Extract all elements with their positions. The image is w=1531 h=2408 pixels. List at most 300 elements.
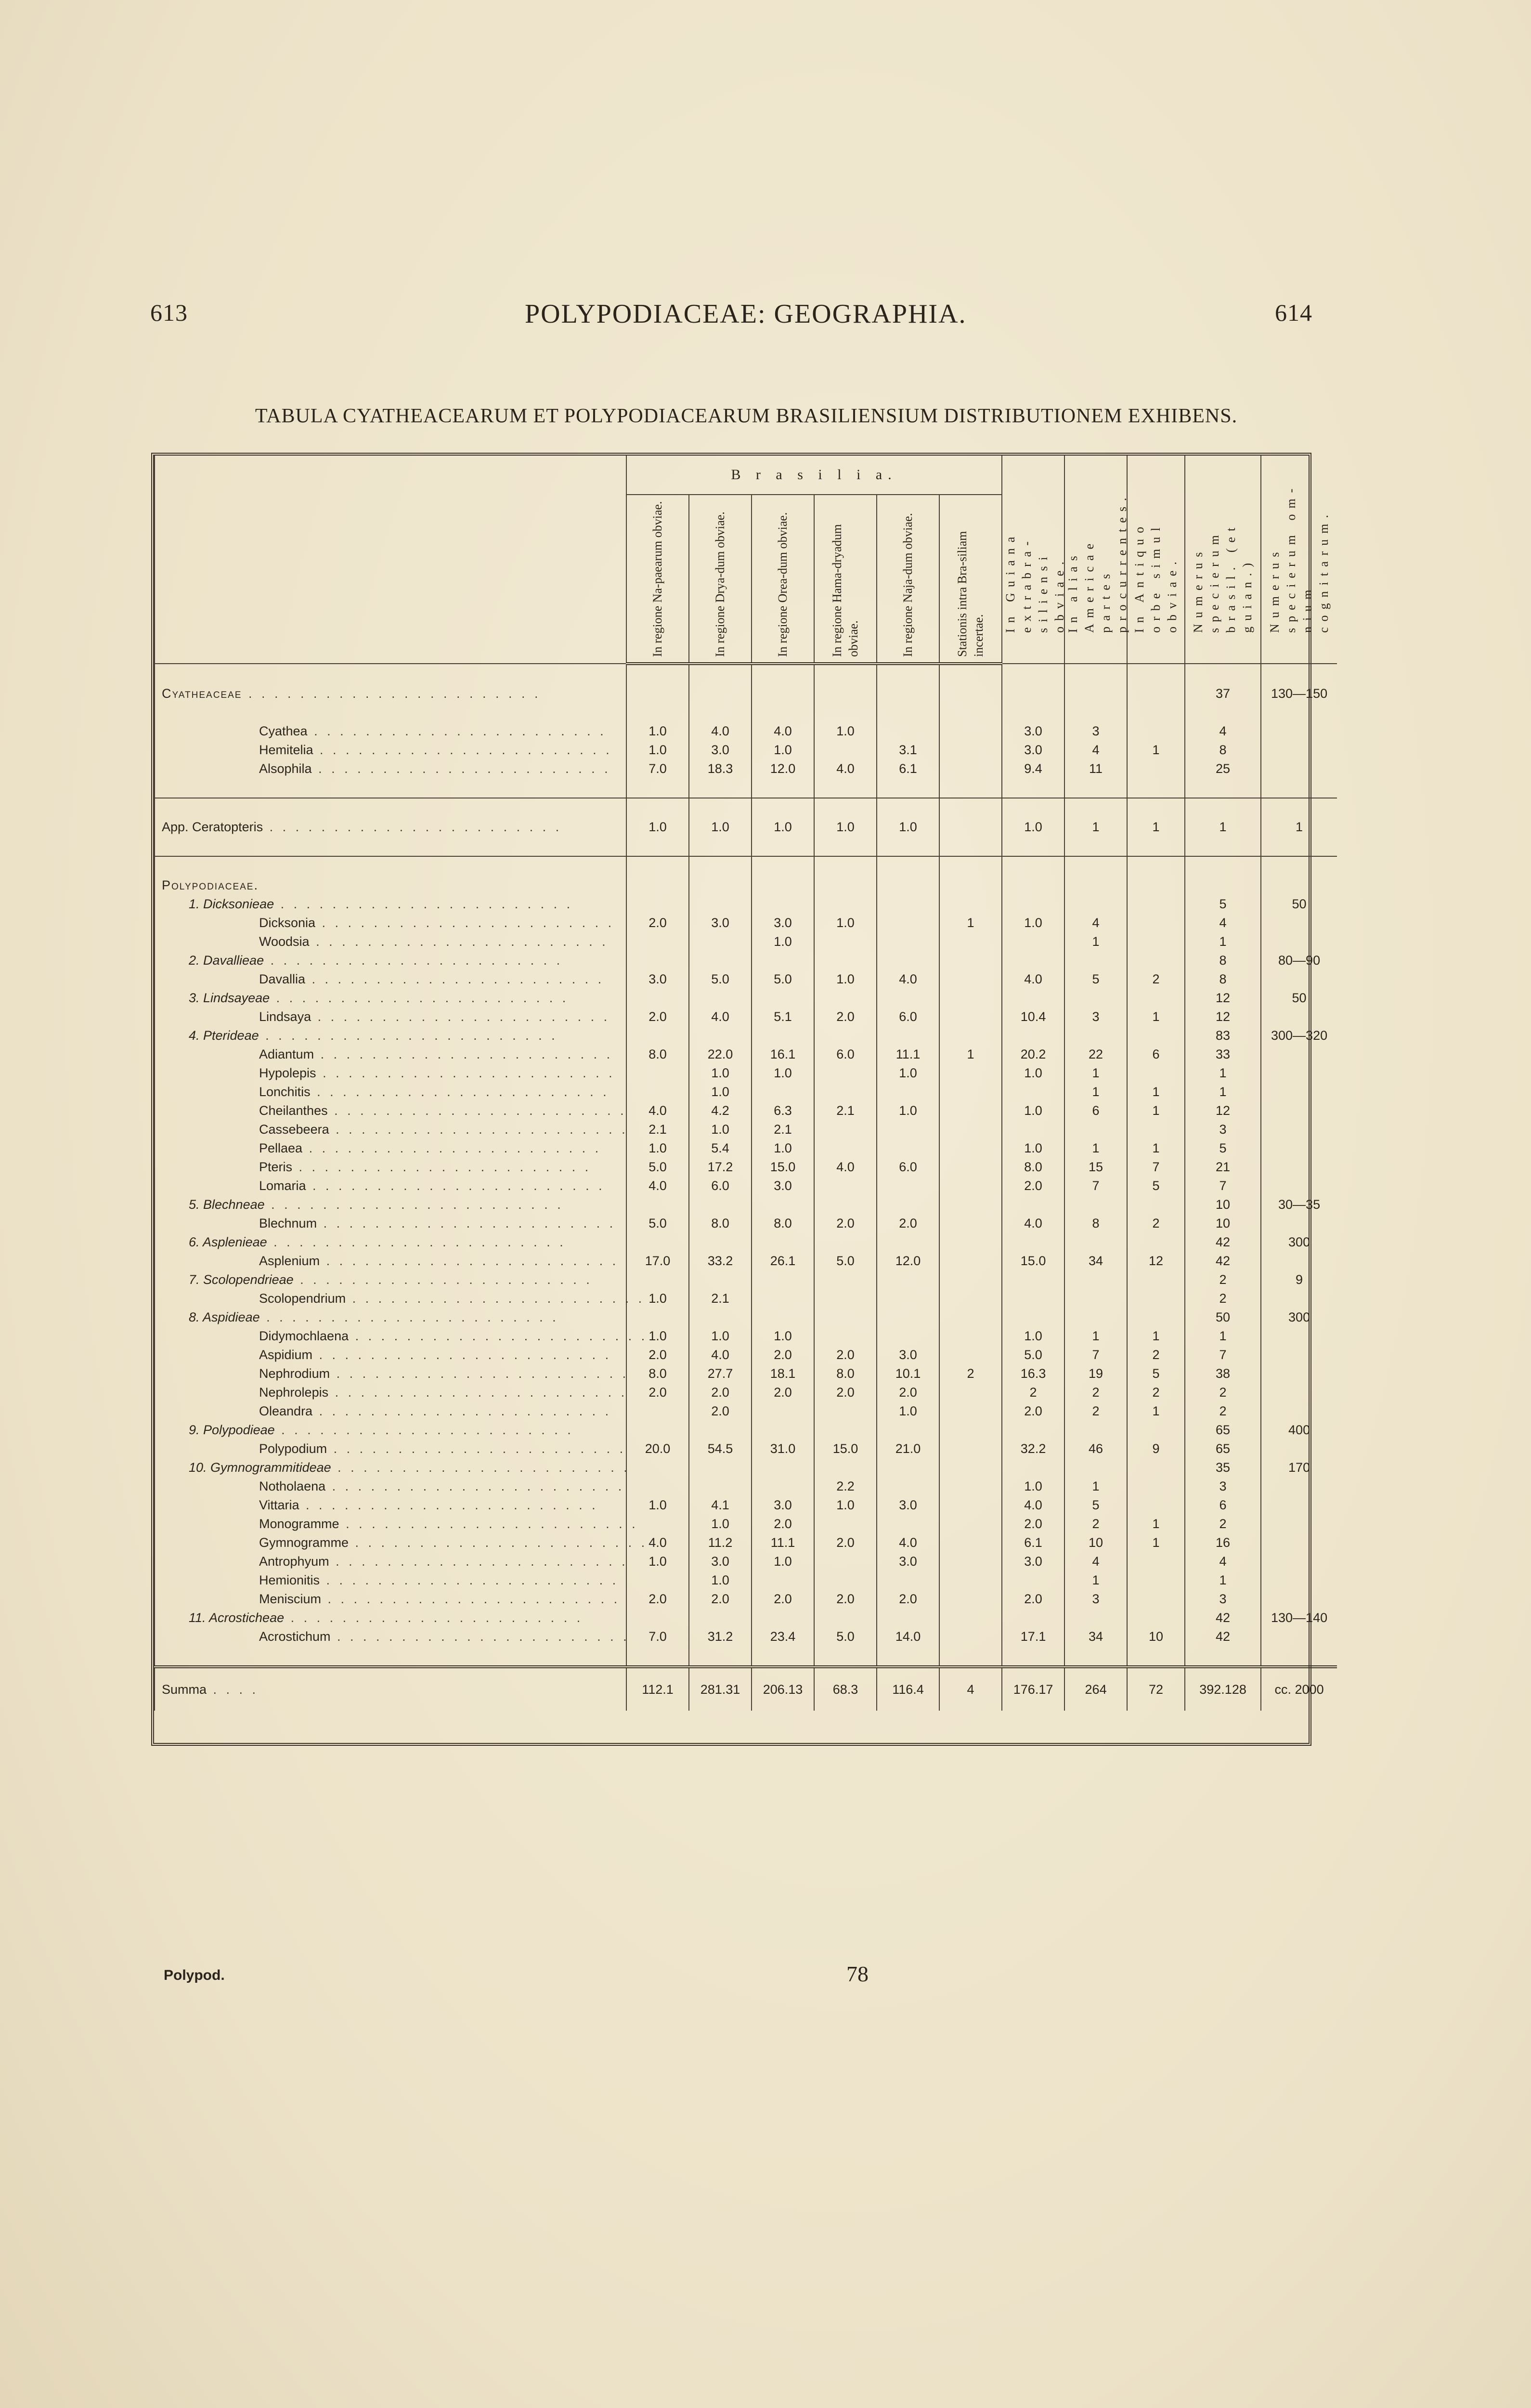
value-cell [1127, 895, 1185, 914]
row-label: 9. Polypodieae [189, 1423, 275, 1437]
table-row [155, 1083, 1337, 1101]
value-cell [1261, 1383, 1337, 1402]
spacer-cell [626, 664, 689, 684]
value-cell [1002, 1458, 1064, 1477]
row-label: Pteris [259, 1160, 293, 1174]
spacer-cell [1002, 664, 1064, 684]
spacer-row [155, 798, 1337, 818]
value-cell: 12.0 [752, 759, 814, 778]
row-label-cell [155, 1177, 626, 1195]
spacer-cell [155, 798, 626, 818]
page-number-left: 613 [150, 299, 188, 326]
summa-value-cell: 116.4 [877, 1667, 939, 1711]
value-cell: 1.0 [1002, 914, 1064, 932]
value-cell [1261, 1590, 1337, 1609]
value-cell [1002, 684, 1064, 703]
value-cell: 1.0 [626, 1327, 689, 1346]
value-cell [626, 1308, 689, 1327]
value-cell [1261, 914, 1337, 932]
value-cell [1127, 1590, 1185, 1609]
leader-dots: . . . . [207, 1682, 259, 1697]
value-cell: 4.0 [689, 722, 752, 741]
value-cell: 3 [1064, 722, 1127, 741]
value-cell: 42 [1185, 1627, 1261, 1646]
spacer-cell [877, 798, 939, 818]
row-label: Didymochlaena [259, 1329, 349, 1343]
value-cell [1127, 759, 1185, 778]
value-cell [1261, 1045, 1337, 1064]
value-cell [626, 1270, 689, 1289]
value-cell [814, 1515, 877, 1533]
value-cell [626, 1083, 689, 1101]
table-row [155, 1158, 1337, 1177]
row-label-cell [155, 1120, 626, 1139]
value-cell [814, 1083, 877, 1101]
row-label-cell [155, 1496, 626, 1515]
row-label-cell [155, 684, 626, 703]
table-row [155, 1627, 1337, 1646]
value-cell [814, 1609, 877, 1627]
distribution-table [154, 456, 1337, 1711]
value-cell [626, 1458, 689, 1477]
spacer-row [155, 664, 1337, 684]
row-label: Pellaea [259, 1141, 303, 1155]
value-cell: 4.1 [689, 1496, 752, 1515]
value-cell: 1.0 [814, 818, 877, 837]
value-cell [626, 1421, 689, 1440]
value-cell [877, 1083, 939, 1101]
spacer-cell [1185, 798, 1261, 818]
row-label: Cyatheaceae [162, 686, 242, 701]
summa-label: Summa [162, 1682, 207, 1697]
value-cell [939, 818, 1002, 837]
row-label: Adiantum [259, 1047, 314, 1061]
value-cell: 3 [1064, 1008, 1127, 1026]
separator-cell [939, 1646, 1002, 1667]
family-row [155, 989, 1337, 1008]
value-cell: 15.0 [752, 1158, 814, 1177]
value-cell [1064, 1120, 1127, 1139]
value-cell: 3.0 [689, 1552, 752, 1571]
table-caption: TABULA CYATHEACEARUM ET POLYPODIACEARUM BRASILIENSIUM DISTRIBUTIONEM EXHIBENS. [255, 405, 1238, 427]
row-label: Cyathea [259, 724, 308, 738]
value-cell: 3 [1185, 1477, 1261, 1496]
value-cell: 14.0 [877, 1627, 939, 1646]
value-cell: 2.0 [626, 1008, 689, 1026]
value-cell: 1 [1127, 1533, 1185, 1552]
value-cell [814, 1458, 877, 1477]
row-label-cell [155, 1327, 648, 1346]
value-cell: 1 [1261, 818, 1337, 837]
value-cell: 22.0 [689, 1045, 752, 1064]
value-cell: 1.0 [626, 1552, 689, 1571]
leader-dots: . . . . . . . . . . . . . . . . . . . . . . . [312, 1348, 612, 1362]
value-cell [752, 1083, 814, 1101]
value-cell [877, 914, 939, 932]
value-cell [1261, 1571, 1337, 1590]
row-label-cell [155, 876, 626, 895]
col-header-10 [1185, 456, 1261, 664]
summa-value-cell: 392.128 [1185, 1667, 1261, 1711]
value-cell [1002, 1233, 1064, 1252]
leader-dots: . . . . . . . . . . . . . . . . . . . . . . . [330, 1629, 630, 1644]
value-cell [877, 932, 939, 951]
brasilia-group-header: B r a s i l i a. [626, 456, 1002, 495]
row-label-cell [155, 895, 626, 914]
value-cell: 50 [1261, 895, 1337, 914]
value-cell [1002, 876, 1064, 895]
value-cell [1127, 1421, 1185, 1440]
value-cell [877, 703, 939, 722]
value-cell: 4 [1185, 722, 1261, 741]
value-cell: 7 [1064, 1177, 1127, 1195]
value-cell: 50 [1261, 989, 1337, 1008]
value-cell [1261, 1515, 1337, 1533]
row-label: Davallia [259, 972, 306, 986]
value-cell [877, 1195, 939, 1214]
table-row [155, 818, 1337, 837]
page-number-right: 614 [1275, 299, 1312, 326]
value-cell: 9.4 [1002, 759, 1064, 778]
value-cell [1002, 989, 1064, 1008]
spacer-cell [877, 856, 939, 876]
leader-dots: . . . . . . . . . . . . . . . . . . . . . . . [274, 1423, 574, 1437]
value-cell: 12 [1185, 1101, 1261, 1120]
col-header-text: In regione Na-paearum obviae. [650, 501, 664, 657]
leader-dots: . . . . . . . . . . . . . . . . . . . . . . . [263, 820, 562, 834]
value-cell: 1 [1185, 1571, 1261, 1590]
value-cell: 5 [1127, 1177, 1185, 1195]
value-cell [939, 722, 1002, 741]
row-label: Nephrolepis [259, 1385, 329, 1400]
value-cell: 1.0 [1002, 1327, 1064, 1346]
value-cell: 11 [1064, 759, 1127, 778]
value-cell: 3.0 [877, 1496, 939, 1515]
value-cell: 8.0 [689, 1214, 752, 1233]
col-header-text: Numerus specierum om-nium cognitarum. [1267, 483, 1331, 633]
value-cell [939, 1083, 1002, 1101]
separator-cell [1261, 837, 1337, 856]
value-cell [877, 1515, 939, 1533]
value-cell: 11.1 [877, 1045, 939, 1064]
value-cell: 19 [1064, 1364, 1127, 1383]
value-cell [1261, 1440, 1337, 1458]
value-cell [752, 876, 814, 895]
value-cell [1002, 703, 1064, 722]
value-cell: 8 [1185, 741, 1261, 759]
value-cell: 15.0 [1002, 1252, 1064, 1270]
value-cell [939, 1008, 1002, 1026]
value-cell [814, 1421, 877, 1440]
value-cell [939, 1627, 1002, 1646]
value-cell: 6.1 [877, 759, 939, 778]
value-cell: 7 [1185, 1177, 1261, 1195]
footer-page-number: 78 [846, 1962, 869, 1986]
value-cell [1261, 1627, 1337, 1646]
value-cell [1064, 1458, 1127, 1477]
value-cell [1261, 1533, 1337, 1552]
separator-cell [814, 837, 877, 856]
value-cell [1127, 1270, 1185, 1289]
value-cell [752, 1026, 814, 1045]
value-cell: 1 [1185, 932, 1261, 951]
value-cell [939, 1327, 1002, 1346]
separator-cell [1127, 778, 1185, 798]
col-header-2 [689, 495, 752, 664]
value-cell [814, 1308, 877, 1327]
value-cell [939, 1496, 1002, 1515]
value-cell [939, 932, 1002, 951]
value-cell: 46 [1064, 1440, 1127, 1458]
value-cell [1064, 684, 1127, 703]
value-cell: 1 [1127, 1101, 1185, 1120]
value-cell [752, 1233, 814, 1252]
value-cell: 4.0 [1002, 1496, 1064, 1515]
summa-value-cell: 112.1 [626, 1667, 689, 1711]
value-cell [814, 1026, 877, 1045]
value-cell: 6 [1127, 1045, 1185, 1064]
value-cell [939, 1120, 1002, 1139]
value-cell: 2.1 [752, 1120, 814, 1139]
value-cell: 1 [1127, 1402, 1185, 1421]
spacer-cell [1261, 798, 1337, 818]
leader-dots: . . . . . . . . . . . . . . . . . . . . . . . [306, 1178, 605, 1193]
value-cell: 2.0 [1002, 1590, 1064, 1609]
value-cell: 5.0 [626, 1214, 689, 1233]
value-cell [1127, 1289, 1185, 1308]
value-cell: 5 [1185, 1139, 1261, 1158]
row-label: Dicksonia [259, 916, 316, 930]
col-header-text: In regione Naja-dum obviae. [901, 513, 915, 657]
value-cell [939, 876, 1002, 895]
value-cell [939, 1552, 1002, 1571]
value-cell [1064, 989, 1127, 1008]
value-cell: 1.0 [814, 722, 877, 741]
value-cell: 4.0 [626, 1533, 689, 1552]
separator-cell [1064, 778, 1127, 798]
row-label-cell [155, 1083, 626, 1101]
value-cell: 4.0 [626, 1177, 689, 1195]
value-cell [689, 1270, 752, 1289]
value-cell [1261, 722, 1337, 741]
running-title: POLYPODIACEAE: GEOGRAPHIA. [525, 299, 967, 329]
value-cell [1002, 1609, 1064, 1627]
summa-row [155, 1667, 1337, 1711]
value-cell [626, 1195, 689, 1214]
value-cell [939, 1421, 1002, 1440]
value-cell: 3.0 [689, 741, 752, 759]
footer-signature: Polypod. [164, 1967, 225, 1983]
value-cell [1261, 1158, 1337, 1177]
value-cell: 2 [1064, 1383, 1127, 1402]
value-cell: 1.0 [814, 970, 877, 989]
value-cell: 1 [1185, 818, 1261, 837]
separator-cell [626, 837, 689, 856]
leader-dots: . . . . . . . . . . . . . . . . . . . . . . . [328, 1385, 628, 1400]
table-row [155, 932, 1337, 951]
separator-cell [1064, 837, 1127, 856]
row-label: Scolopendrium [259, 1291, 346, 1306]
value-cell: 1 [1185, 1083, 1261, 1101]
value-cell: 9 [1127, 1440, 1185, 1458]
value-cell: 2 [939, 1364, 1002, 1383]
value-cell [939, 1289, 1002, 1308]
row-label-cell [155, 1158, 626, 1177]
value-cell: 35 [1185, 1458, 1261, 1477]
value-cell [877, 1177, 939, 1195]
leader-dots: . . . . . . . . . . . . . . . . . . . . . . . [331, 1460, 630, 1475]
leader-dots: . . . . . . . . . . . . . . . . . . . . . . . [314, 1047, 613, 1061]
value-cell: 400 [1261, 1421, 1337, 1440]
value-cell [1002, 951, 1064, 970]
row-label: Meniscium [259, 1592, 322, 1606]
table-row [155, 1252, 1337, 1270]
value-cell: 83 [1185, 1026, 1261, 1045]
value-cell: 20.2 [1002, 1045, 1064, 1064]
row-label: Asplenium [259, 1254, 320, 1268]
separator-cell [877, 778, 939, 798]
value-cell [814, 932, 877, 951]
value-cell: 1.0 [626, 741, 689, 759]
row-label: Monogramme [259, 1517, 339, 1531]
value-cell: 4 [1185, 914, 1261, 932]
value-cell: 1 [1127, 1083, 1185, 1101]
table-row [155, 1571, 1337, 1590]
table-row [155, 1101, 1337, 1120]
value-cell: 1.0 [752, 1552, 814, 1571]
value-cell: 3.0 [752, 1177, 814, 1195]
row-label: 7. Scolopendrieae [189, 1272, 294, 1287]
spacer-cell [752, 664, 814, 684]
value-cell [877, 1458, 939, 1477]
leader-dots: . . . . . . . . . . . . . . . . . . . . . . . [264, 953, 563, 968]
value-cell: 2.0 [752, 1346, 814, 1364]
value-cell: 21 [1185, 1158, 1261, 1177]
leader-dots: . . . . . . . . . . . . . . . . . . . . . . . [299, 1498, 598, 1512]
value-cell [626, 1477, 689, 1496]
leader-dots: . . . . . . . . . . . . . . . . . . . . . . . [349, 1329, 648, 1343]
spacer-cell [877, 664, 939, 684]
value-cell [814, 1289, 877, 1308]
value-cell: 22 [1064, 1045, 1127, 1064]
col-header-text: In regione Drya-dum obviae. [713, 511, 727, 657]
value-cell: 1.0 [1002, 818, 1064, 837]
value-cell: 2.0 [814, 1346, 877, 1364]
family-row [155, 1421, 1337, 1440]
value-cell: 2.0 [814, 1008, 877, 1026]
value-cell: 8.0 [814, 1364, 877, 1383]
value-cell: 1.0 [814, 914, 877, 932]
value-cell [877, 1139, 939, 1158]
value-cell [1127, 1064, 1185, 1083]
value-cell [1002, 1026, 1064, 1045]
value-cell [689, 703, 752, 722]
value-cell: 3 [1185, 1120, 1261, 1139]
value-cell: 1.0 [689, 1064, 752, 1083]
value-cell [689, 951, 752, 970]
value-cell: 23.4 [752, 1627, 814, 1646]
value-cell [689, 1609, 752, 1627]
value-cell: 16.1 [752, 1045, 814, 1064]
leader-dots: . . . . . . . . . . . . . . . . . . . . . . . [329, 1122, 628, 1137]
value-cell: 1.0 [689, 1120, 752, 1139]
value-cell: 1 [939, 1045, 1002, 1064]
separator-cell [877, 837, 939, 856]
value-cell [1261, 1214, 1337, 1233]
row-label-cell [155, 914, 626, 932]
value-cell [1261, 932, 1337, 951]
leader-dots: . . . . . . . . . . . . . . . . . . . . . . . [293, 1272, 593, 1287]
value-cell [1127, 932, 1185, 951]
value-cell [939, 970, 1002, 989]
value-cell [877, 1270, 939, 1289]
value-cell: 7 [1064, 1346, 1127, 1364]
row-label-cell [155, 1064, 626, 1083]
value-cell [1064, 1233, 1127, 1252]
value-cell [752, 684, 814, 703]
separator-cell [939, 837, 1002, 856]
value-cell [877, 951, 939, 970]
spacer-cell [1064, 664, 1127, 684]
separator-cell [1185, 837, 1261, 856]
leader-dots: . . . . . . . . . . . . . . . . . . . . . . . [339, 1517, 638, 1531]
section-separator [155, 837, 1337, 856]
value-cell [689, 1233, 752, 1252]
value-cell: 37 [1185, 684, 1261, 703]
value-cell: 1 [1127, 1327, 1185, 1346]
value-cell [1261, 1402, 1337, 1421]
value-cell [814, 1120, 877, 1139]
value-cell: 16.3 [1002, 1364, 1064, 1383]
row-label: Acrostichum [259, 1629, 331, 1644]
value-cell [939, 1402, 1002, 1421]
value-cell [939, 759, 1002, 778]
value-cell [1064, 1609, 1127, 1627]
value-cell [939, 684, 1002, 703]
value-cell: 18.1 [752, 1364, 814, 1383]
spacer-cell [1127, 856, 1185, 876]
value-cell: 31.2 [689, 1627, 752, 1646]
value-cell: 2.0 [752, 1590, 814, 1609]
value-cell: 5 [1064, 970, 1127, 989]
value-cell: 5.0 [814, 1252, 877, 1270]
value-cell: 10.4 [1002, 1008, 1064, 1026]
separator-cell [689, 1646, 752, 1667]
value-cell [939, 1571, 1002, 1590]
value-cell [1064, 1270, 1127, 1289]
header-group-row [155, 456, 1337, 495]
row-label-cell [155, 1364, 629, 1383]
spacer-cell [1064, 856, 1127, 876]
value-cell: 5 [1127, 1364, 1185, 1383]
value-cell [1064, 876, 1127, 895]
value-cell: 1 [1064, 1083, 1127, 1101]
col-header-text: Numerus specierum brasil. (et guian.) [1191, 522, 1255, 633]
leader-dots: . . . . . . . . . . . . . . . . . . . . . . . [307, 724, 607, 738]
row-label-cell [155, 1590, 626, 1609]
value-cell: 9 [1261, 1270, 1337, 1289]
value-cell [877, 722, 939, 741]
value-cell: 4 [1064, 741, 1127, 759]
value-cell [1064, 1195, 1127, 1214]
value-cell: 42 [1185, 1233, 1261, 1252]
spacer-cell [814, 856, 877, 876]
row-label-cell [155, 1045, 626, 1064]
value-cell [1261, 1496, 1337, 1515]
value-cell: 3.0 [626, 970, 689, 989]
leader-dots: . . . . . . . . . . . . . . . . . . . . . . . [346, 1291, 645, 1306]
row-label: 10. Gymnogrammitideae [189, 1460, 331, 1475]
